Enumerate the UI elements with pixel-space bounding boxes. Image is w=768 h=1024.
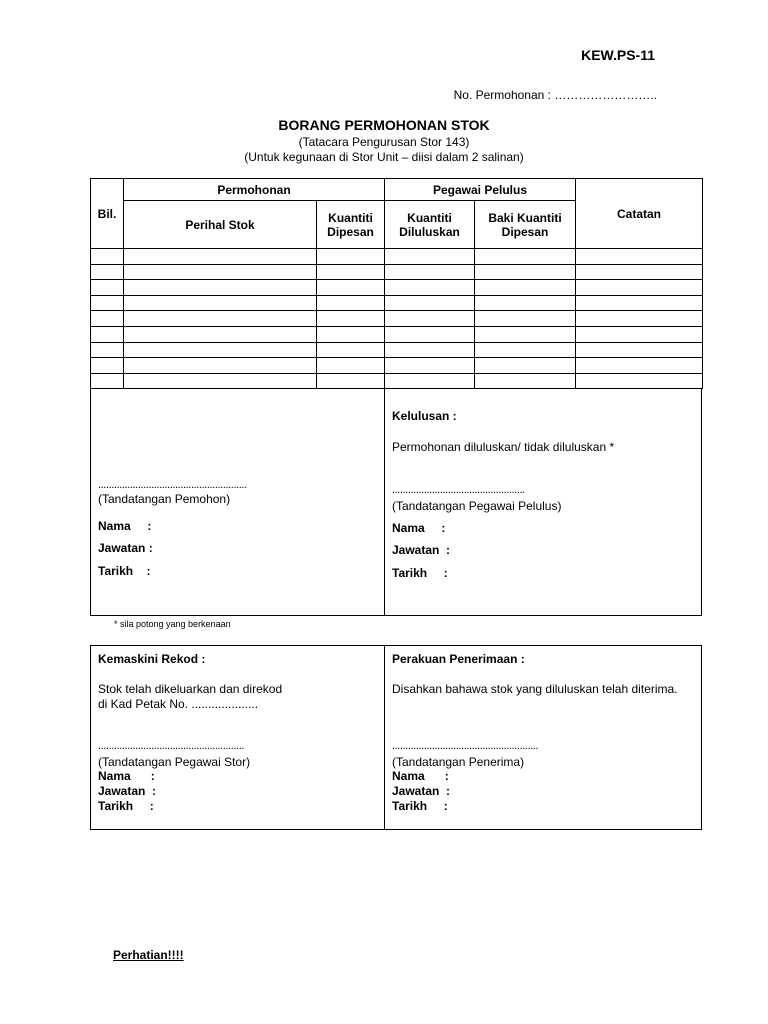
table-cell[interactable] [317,249,385,265]
form-subtitle-1: (Tatacara Pengurusan Stor 143) [298,135,470,149]
form-code: KEW.PS-11 [581,47,655,63]
table-cell[interactable] [91,358,124,374]
record-line-2: di Kad Petak No. .................... [98,697,259,711]
table-cell[interactable] [317,358,385,374]
header-kuantiti-diluluskan: Kuantiti Diluluskan [385,201,475,249]
approver-nama-field: Nama : [392,521,446,535]
table-row [91,342,703,358]
recipient-tarikh-field: Tarikh : [392,799,448,813]
table-cell[interactable] [317,373,385,389]
table-cell[interactable] [576,326,703,342]
table-row [91,295,703,311]
form-subtitle-2: (Untuk kegunaan di Stor Unit – diisi dalam 2 salinan) [244,150,524,164]
notice-heading: Perhatian!!!! [113,948,184,962]
application-number: No. Permohonan : …………………….. [453,88,657,102]
table-cell[interactable] [475,358,576,374]
applicant-nama-field: Nama : [98,519,152,533]
table-row [91,326,703,342]
table-cell[interactable] [475,280,576,296]
table-cell[interactable] [91,311,124,327]
table-cell[interactable] [385,358,475,374]
table-cell[interactable] [385,280,475,296]
table-cell[interactable] [317,264,385,280]
store-officer-signature-line: ....................................................... [98,740,245,752]
table-cell[interactable] [124,342,317,358]
receipt-heading: Perakuan Penerimaan : [392,652,525,666]
header-catatan: Catatan [576,179,703,249]
approver-jawatan-field: Jawatan : [392,543,451,557]
table-cell[interactable] [317,295,385,311]
table-cell[interactable] [576,358,703,374]
table-cell[interactable] [475,373,576,389]
applicant-jawatan-field: Jawatan : [98,541,153,555]
recipient-signature-line: ....................................................... [392,740,539,752]
recipient-nama-field: Nama : [392,769,449,783]
table-cell[interactable] [385,326,475,342]
header-pegawai-pelulus: Pegawai Pelulus [385,179,576,201]
approval-divider [384,389,385,615]
approver-signature-line: .................................................. [392,484,525,496]
table-cell[interactable] [91,326,124,342]
approver-tarikh-field: Tarikh : [392,566,448,580]
table-cell[interactable] [385,373,475,389]
approval-statement: Permohonan diluluskan/ tidak diluluskan * [392,440,615,454]
record-heading: Kemaskini Rekod : [98,652,206,666]
table-cell[interactable] [475,295,576,311]
table-cell[interactable] [91,264,124,280]
table-cell[interactable] [91,280,124,296]
table-cell[interactable] [576,280,703,296]
table-cell[interactable] [91,373,124,389]
table-cell[interactable] [91,295,124,311]
applicant-tarikh-field: Tarikh : [98,564,151,578]
table-row [91,311,703,327]
stock-request-table [90,178,703,389]
table-cell[interactable] [124,264,317,280]
table-cell[interactable] [475,249,576,265]
table-cell[interactable] [475,264,576,280]
table-cell[interactable] [124,326,317,342]
table-row [91,373,703,389]
applicant-signature-label: (Tandatangan Pemohon) [98,492,231,506]
table-cell[interactable] [475,342,576,358]
store-officer-jawatan-field: Jawatan : [98,784,157,798]
table-row [91,358,703,374]
table-cell[interactable] [124,373,317,389]
table-cell[interactable] [385,249,475,265]
table-cell[interactable] [385,264,475,280]
table-cell[interactable] [576,295,703,311]
table-cell[interactable] [576,249,703,265]
table-cell[interactable] [124,358,317,374]
table-cell[interactable] [576,311,703,327]
form-title: BORANG PERMOHONAN STOK [278,117,490,133]
table-cell[interactable] [317,342,385,358]
table-cell[interactable] [91,249,124,265]
table-cell[interactable] [91,342,124,358]
record-divider [384,646,385,829]
table-cell[interactable] [576,264,703,280]
header-perihal-stok: Perihal Stok [124,201,317,249]
table-cell[interactable] [475,326,576,342]
table-cell[interactable] [317,280,385,296]
header-kuantiti-dipesan: Kuantiti Dipesan [317,201,385,249]
receipt-statement: Disahkan bahawa stok yang diluluskan telah diterima. [392,682,678,696]
header-permohonan: Permohonan [124,179,385,201]
footnote: * sila potong yang berkenaan [114,619,231,629]
table-cell[interactable] [385,311,475,327]
applicant-signature-line: ........................................................ [98,479,247,491]
store-officer-nama-field: Nama : [98,769,155,783]
approval-box [90,388,702,616]
recipient-jawatan-field: Jawatan : [392,784,451,798]
approver-signature-label: (Tandatangan Pegawai Pelulus) [392,499,562,513]
table-cell[interactable] [317,311,385,327]
table-cell[interactable] [385,295,475,311]
table-cell[interactable] [576,342,703,358]
record-box [90,645,702,830]
header-baki-kuantiti: Baki Kuantiti Dipesan [475,201,576,249]
record-line-1: Stok telah dikeluarkan dan direkod [98,682,283,696]
table-body [91,249,703,389]
table-cell[interactable] [124,249,317,265]
table-cell[interactable] [317,326,385,342]
table-row [91,264,703,280]
table-cell[interactable] [576,373,703,389]
table-cell[interactable] [124,280,317,296]
table-row [91,280,703,296]
table-row [91,249,703,265]
recipient-signature-label: (Tandatangan Penerima) [392,755,525,769]
table-cell[interactable] [385,342,475,358]
table-cell[interactable] [124,295,317,311]
table-cell[interactable] [124,311,317,327]
header-bil: Bil. [91,179,124,249]
approval-heading: Kelulusan : [392,409,457,423]
store-officer-tarikh-field: Tarikh : [98,799,154,813]
store-officer-signature-label: (Tandatangan Pegawai Stor) [98,755,251,769]
table-cell[interactable] [475,311,576,327]
